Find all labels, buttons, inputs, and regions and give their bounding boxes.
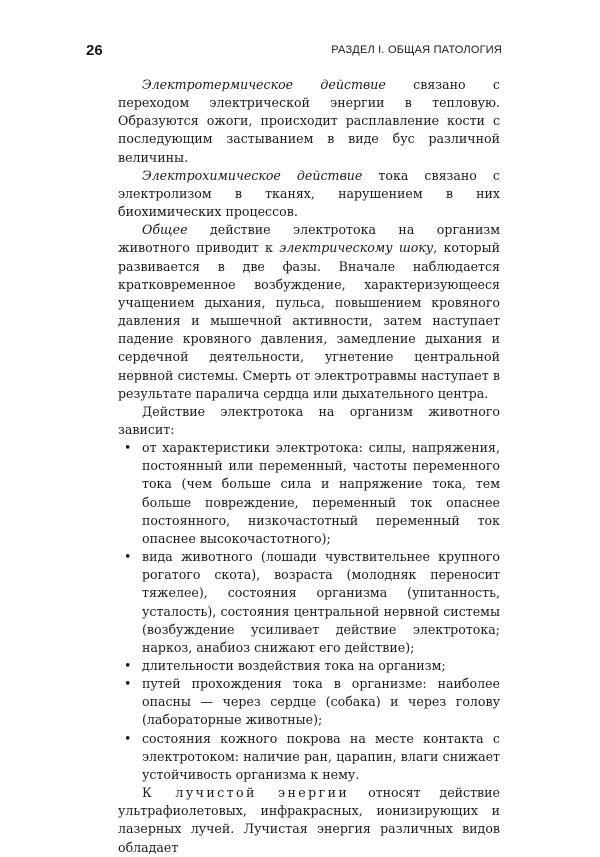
list-item-text: длительности воздействия тока на организм; [142, 658, 446, 673]
list-item-text: вида животного (лошади чувствительнее крупного рогатого скота), возраста (молодняк переносит тяжелее), состояния организма (упитанность, усталость), состояния центральной нервной системы (возбуждение усиливает действие электротока; наркоз, анабиоз снижают его действие); [142, 549, 500, 655]
bullet-glyph: • [124, 676, 132, 692]
paragraph-general [118, 221, 500, 403]
term-electrothermal: Электротермическое действие [142, 77, 386, 92]
list-item-text: от характеристики электротока: силы, напряжения, постоянный или переменный, частоты переменного тока (чем больше сила и напряжение тока, тем больше повреждение, переменный ток опаснее постоянного, низкочастотный переменный ток опаснее высокочастотного); [142, 440, 500, 546]
text-radiant: относят действие ультрафиолетовых, инфракрасных, ионизирующих и лазерных лучей. Лучистая энергия различных видов обладает [118, 785, 500, 855]
bullet-glyph: • [124, 658, 132, 673]
page-number: 26 [86, 42, 103, 59]
list-item [118, 657, 500, 675]
paragraph-electrothermal [118, 76, 500, 167]
list-item [118, 439, 500, 548]
paragraph-factors-intro: Действие электротока на организм животного зависит: [118, 403, 500, 437]
term-general: Общее [142, 222, 188, 238]
paragraph-radiant [118, 784, 500, 857]
list-item-text: состояния кожного покрова на месте контакта с электротоком: наличие ран, царапин, влаги снижает устойчивость организма к нему. [142, 730, 500, 782]
page-header [86, 42, 502, 62]
bullet-glyph: • [124, 549, 132, 565]
body-text [118, 76, 500, 857]
paragraph-electrochemical [118, 167, 500, 221]
list-item [118, 548, 500, 657]
text-electrochemical: тока связано с электролизом в тканях, нарушением в них биохимических процессов. [118, 167, 500, 220]
list-item [118, 675, 500, 729]
term-electric-shock: электрическому шоку [279, 240, 434, 256]
term-radiant: К лучистой энергии [142, 785, 350, 801]
list-item [118, 730, 500, 784]
factors-list [118, 439, 500, 784]
bullet-glyph: • [124, 730, 132, 746]
running-head: РАЗДЕЛ I. ОБЩАЯ ПАТОЛОГИЯ [331, 44, 502, 56]
text-general-2: , который развивается в две фазы. Вначале наблюдается кратковременное возбуждение, характеризующееся учащением дыхания, пульса, повышением кровяного давления и мышечной активности, затем наступает падение кровяного давления, замедление дыхания и сердечной деятельности, угнетение центральной нервной системы. Смерть от электротравмы наступает в результате паралича сердца или дыхательного центра. [118, 240, 500, 401]
text-electrothermal: связано с переходом электрической энергии в тепловую. Образуются ожоги, происходит расплавление кости с последующим застыванием в виде бус различной величины. [118, 77, 500, 165]
list-item-text: путей прохождения тока в организме: наиболее опасны — через сердце (собака) и через голову (лабораторные животные); [142, 676, 500, 728]
term-electrochemical: Электрохимическое действие [142, 167, 363, 183]
bullet-glyph: • [124, 440, 132, 456]
text-general-1: действие электротока на организм животного приводит к [118, 222, 500, 256]
